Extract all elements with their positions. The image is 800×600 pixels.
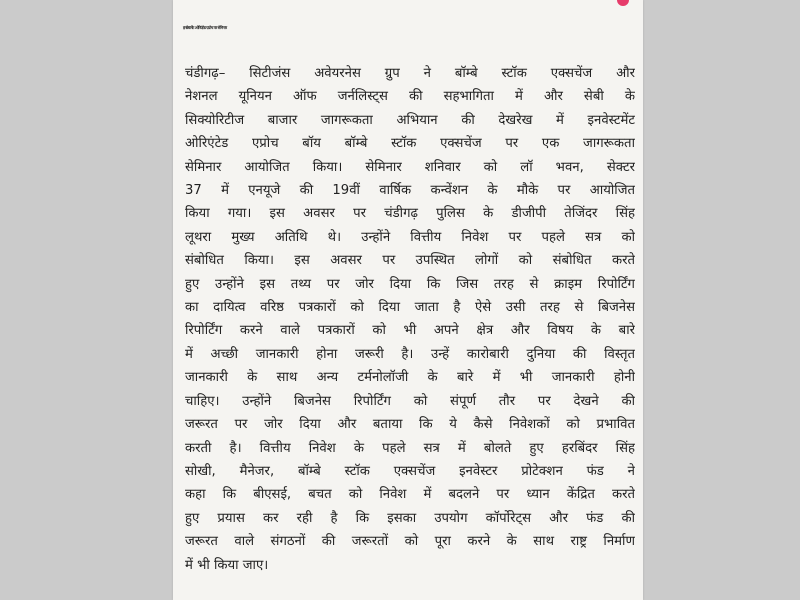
article-line: का दायित्व वरिष्ठ पत्रकारों को दिया जाता है ऐसे उसी तरह से बिजनेस: [185, 300, 635, 316]
article-line: में भी किया जाए।: [185, 557, 269, 573]
article-line: सिक्योरिटीज बाजार जागरूकता अभियान की देखरेख में इनवेस्टमेंट: [185, 112, 635, 128]
article-line: चंडीगढ़– सिटीजंस अवेयरनेस ग्रुप ने बॉम्बे स्टॉक एक्सचेंज और: [185, 66, 635, 81]
article-line: किया गया। इस अवसर पर चंडीगढ़ पुलिस के डीजीपी तेजिंदर सिंह: [185, 206, 635, 222]
article-line: सेमिनार आयोजित किया। सेमिनार शनिवार को लॉ भवन, सेक्टर: [185, 159, 635, 175]
article-line: संबोधित किया। इस अवसर पर उपस्थित लोगों को संबोधित करते: [185, 253, 635, 269]
article-line: जरूरत पर जोर दिया और बताया कि ये कैसे निवेशकों को प्रभावित: [185, 417, 635, 433]
article-line: लूथरा मुख्य अतिथि थे। उन्होंने वित्तीय निवेश पर पहले सत्र को: [185, 229, 635, 245]
article-line: हुए उन्होंने इस तथ्य पर जोर दिया कि जिस तरह से क्राइम रिपोर्टिंग: [185, 276, 635, 292]
corner-mark-icon: [617, 0, 629, 6]
article-line: रिपोर्टिंग करने वाले पत्रकारों को भी अपने क्षेत्र और विषय के बारे: [185, 323, 635, 339]
article-line: चाहिए। उन्होंने बिजनेस रिपोर्टिंग को संपूर्ण तौर पर देखने की: [185, 393, 635, 409]
article-line: जरूरत वाले संगठनों की जरूरतों को पूरा करने के साथ राष्ट्र निर्माण: [185, 534, 635, 550]
article-line: 37 में एनयूजे की 19वीं वार्षिक कन्वेंशन के मौके पर आयोजित: [185, 183, 635, 199]
article-headline: इनवेस्टमेंट ओरिएंटेड एप्रोच पर सेमिनार: [183, 25, 227, 30]
article-line: जानकारी के साथ अन्य टर्मनोलॉजी के बारे में भी जानकारी होनी: [185, 370, 635, 386]
article-line: सोखी, मैनेजर, बॉम्बे स्टॉक एक्सचेंज इनवेस्टर प्रोटेक्शन फंड ने: [185, 463, 635, 479]
newspaper-clipping: [173, 0, 643, 600]
article-line: करती है। वित्तीय निवेश के पहले सत्र में बोलते हुए हरबिंदर सिंह: [185, 440, 635, 456]
article-line: हुए प्रयास कर रही है कि इसका उपयोग कॉर्पोरेट्स और फंड की: [185, 510, 635, 526]
article-body: [185, 62, 635, 577]
article-line: में अच्छी जानकारी होना जरूरी है। उन्हें कारोबारी दुनिया की विस्तृत: [185, 346, 635, 362]
article-line: ओरिएंटेड एप्रोच बॉय बॉम्बे स्टॉक एक्सचेंज पर एक जागरूकता: [185, 136, 635, 152]
article-line: नेशनल यूनियन ऑफ जर्नलिस्ट्स की सहभागिता में और सेबी के: [185, 89, 635, 105]
article-line: कहा कि बीएसई, बचत को निवेश में बदलने पर ध्यान केंद्रित करते: [185, 487, 635, 503]
